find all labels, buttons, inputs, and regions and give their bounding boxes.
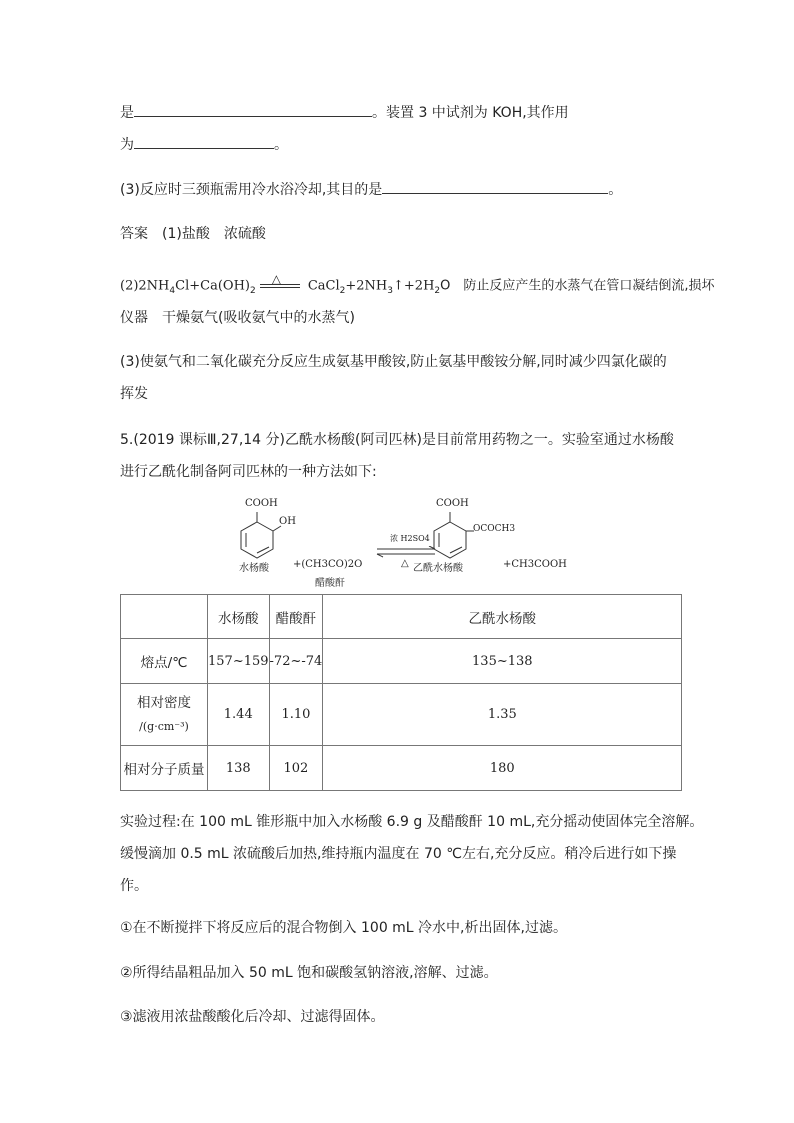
table-cell: 1.10 (269, 684, 323, 746)
answer-2-line-1 (120, 272, 715, 301)
table-cell: 1.35 (323, 684, 682, 746)
equals-line-top (260, 284, 300, 285)
subscript: 2 (249, 286, 256, 297)
table-cell: -72~-74 (269, 639, 323, 684)
heat-symbol: △ (271, 272, 281, 286)
table-cell: 180 (323, 746, 682, 791)
text-fragment: 。 (274, 137, 288, 153)
procedure-line-3: 作。 (120, 878, 148, 894)
table-row-label: 相对分子质量 (121, 746, 208, 791)
answer-3-line-2: 挥发 (120, 386, 148, 402)
text-fragment: 为 (120, 137, 134, 153)
table-cell: 138 (208, 746, 270, 791)
answer-3-line-1: (3)使氨气和二氧化碳充分反应生成氨基甲酸铵,防止氨基甲酸铵分解,同时减少四氯化碳的 (120, 354, 667, 370)
question-3 (120, 179, 622, 200)
answer-blank[interactable] (134, 102, 372, 117)
cooh-label: COOH (436, 498, 469, 509)
acetic-acid-formula: +CH3COOH (503, 559, 567, 570)
table-row (121, 746, 682, 791)
subscript: 2 (339, 286, 346, 297)
density-unit-line: /(g·cm⁻³) (139, 719, 189, 733)
text-fragment: 。 (608, 182, 623, 198)
table-cell: 157~159 (208, 639, 270, 684)
equation-part: O 防止反应产生的水蒸气在管口凝结倒流,损坏 (440, 278, 715, 294)
cooh-label: COOH (245, 498, 278, 509)
table-cell: 1.44 (208, 684, 270, 746)
acetoxy-label: OCOCH3 (473, 524, 516, 534)
answer-2-line-2: 仪器 干燥氨气(吸收氨气中的水蒸气) (120, 310, 355, 326)
density-label-line: 相对密度 (137, 694, 191, 711)
salicylic-acid-name: 水杨酸 (239, 563, 269, 574)
equation-part: Cl+Ca(OH) (175, 278, 250, 294)
table-corner-cell (121, 595, 208, 639)
question-5-line-1: 5.(2019 课标Ⅲ,27,14 分)乙酰水杨酸(阿司匹林)是目前常用药物之一。实验室通过水杨酸 (120, 432, 674, 448)
answer-blank[interactable] (382, 179, 608, 194)
equation-part: +2NH (345, 278, 388, 294)
question-line-2 (120, 134, 288, 155)
table-header-cell: 醋酸酐 (269, 595, 323, 639)
table-cell: 135~138 (323, 639, 682, 684)
table-row-label: 熔点/℃ (121, 639, 208, 684)
reversible-arrow (375, 546, 437, 558)
equation-part: ↑+2H (393, 278, 435, 294)
procedure-line-2: 缓慢滴加 0.5 mL 浓硫酸后加热,维持瓶内温度在 70 ℃左右,充分反应。稍冷后进行如下操 (120, 846, 677, 862)
procedure-step-2: ②所得结晶粗品加入 50 mL 饱和碳酸氢钠溶液,溶解、过滤。 (120, 965, 498, 981)
text-fragment: 是 (120, 105, 134, 121)
question-text: (3)反应时三颈瓶需用冷水浴冷却,其目的是 (120, 182, 383, 198)
text-fragment: 。装置 3 中试剂为 KOH,其作用 (372, 105, 569, 121)
equation-part: CaCl (303, 278, 340, 294)
table-row (121, 639, 682, 684)
properties-table (120, 594, 682, 791)
table-header-cell: 乙酰水杨酸 (323, 595, 682, 639)
procedure-step-1: ①在不断搅拌下将反应后的混合物倒入 100 mL 冷水中,析出固体,过滤。 (120, 920, 567, 936)
subscript: 3 (387, 286, 394, 297)
heat-symbol: △ (401, 558, 409, 569)
table-cell: 102 (269, 746, 323, 791)
procedure-step-3: ③滤液用浓盐酸酸化后冷却、过滤得固体。 (120, 1009, 385, 1025)
equation-part: (2)2NH (120, 278, 170, 294)
table-row-label (121, 684, 208, 746)
acetic-anhydride-formula: +(CH3CO)2O (293, 559, 363, 570)
answer-blank[interactable] (134, 134, 274, 149)
heat-condition-arrow (258, 272, 302, 297)
table-header-cell: 水杨酸 (208, 595, 270, 639)
question-5-line-2: 进行乙酰化制备阿司匹林的一种方法如下: (120, 464, 377, 480)
acetic-anhydride-name: 醋酸酐 (315, 578, 345, 589)
aspirin-name: 乙酰水杨酸 (413, 563, 463, 574)
subscript: 4 (169, 286, 176, 297)
subscript: 2 (434, 286, 441, 297)
answer-heading: 答案 (1)盐酸 浓硫酸 (120, 226, 266, 242)
procedure-line-1: 实验过程:在 100 mL 锥形瓶中加入水杨酸 6.9 g 及醋酸酐 10 mL,充分摇动使固体完全溶解。 (120, 814, 704, 830)
catalyst-label: 浓 H2SO4 (390, 534, 430, 543)
table-header-row (121, 595, 682, 639)
question-line-1 (120, 102, 569, 123)
oh-label: OH (279, 516, 296, 527)
equals-line-bottom (260, 287, 300, 288)
table-row (121, 684, 682, 746)
reaction-scheme (235, 498, 575, 589)
